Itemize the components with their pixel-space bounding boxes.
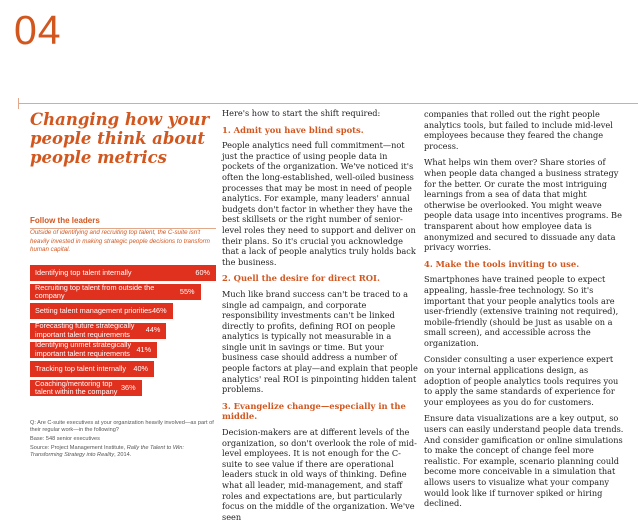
step-4-paragraph-3: Ensure data visualizations are a key output, so users can easily understand people data trends. And consider gamification or online simulations to make the concept of change feel more realistic. For example, scenario planning could become more conceivable in a simulation that allows users to visualize what your company would look like if turnover spiked or hiring declined. [424, 413, 624, 509]
bar-label-2: Recruiting top talent from outside the company [35, 282, 155, 301]
survey-base: Base: 548 senior executives [30, 436, 100, 442]
bar-chart [30, 265, 216, 415]
source-prefix: Source: Project Management Institute, [30, 444, 127, 451]
bar-value-5: 41% [136, 344, 152, 354]
bar-label-4: Forecasting future strategically important talent requirements [35, 321, 135, 339]
step-3-heading: 3. Evangelize change—especially in the middle. [222, 400, 406, 422]
bar-value-2: 55% [179, 286, 195, 296]
bar-label-5: Identifying unmet strategically important talent requirements [35, 340, 132, 358]
step-3-paragraph-continued: companies that rolled out the right people analytics tools, but failed to include mid-level employees because they feared the change process. [424, 109, 613, 151]
bar-1 [30, 265, 216, 281]
bar-value-7: 36% [120, 382, 136, 392]
article-column-middle [222, 108, 418, 528]
chart-notes [30, 420, 216, 461]
bar-3 [30, 303, 173, 319]
bar-label-3: Setting talent management priorities [35, 306, 152, 316]
bar-label-7: Coaching/mentoring top talent within the company [35, 378, 118, 397]
follow-description: Outside of identifying and recruiting top talent, the C-suite isn't heavily invested in making strategic people decisions to transform human capital. [30, 229, 210, 253]
step-4-paragraph-1: Smartphones have trained people to expect appealing, hassle-free technology. So it's important that your people analytics tools are user-friendly (extensive training not required), mobile-friendly (should be just as usable on a small screen), and accessible across the organization. [424, 274, 619, 348]
bar-2 [30, 284, 201, 300]
sidebar [30, 110, 216, 167]
step-1-heading: 1. Admit you have blind spots. [222, 124, 364, 135]
survey-source [30, 445, 216, 460]
bar-5 [30, 342, 157, 358]
step-3-paragraph: Decision-makers are at different levels of the organization, so don't overlook the role of mid-level employees. It is not enough for the C-suite to see value if there are operational leaders stuck in old ways of thinking. Define what all leader, mid-management, and staff roles and expectations are, but particularly focus on the middle of the organization. We've seen [222, 427, 417, 522]
bar-value-4: 44% [145, 325, 161, 335]
step-2-paragraph: Much like brand success can't be traced to a single ad campaign, and corporate responsibility investments can't be linked directly to profits, defining ROI on people analytics is typically not measurable in a single unit in savings or time. But your business case should address a number of people factors at play—and explain that people analytics' real ROI is pinpointing hidden talent problems. [222, 288, 418, 395]
survey-question: Q: Are C-suite executives at your organization heavily involved—as part of their regular work—in the following? [30, 420, 214, 434]
source-suffix: , 2014. [114, 452, 132, 458]
bar-value-3: 46% [151, 306, 167, 316]
bar-label-1: Identifying top talent internally [35, 267, 132, 277]
article-intro: Here's how to start the shift required: [222, 108, 381, 118]
section-divider [18, 103, 638, 104]
page-number: 04 [14, 7, 62, 53]
step-3-paragraph-2: What helps win them over? Share stories of when people data changed a business strategy for the better. Or curate the most intriguing learnings from a sea of data that might otherwise be overlooked. You might weave people data usage into incentives programs. Be transparent about how employee data is anonymized and secured to dissuade any data privacy worries. [424, 157, 622, 253]
step-2-heading: 2. Quell the desire for direct ROI. [222, 273, 380, 284]
bar-7 [30, 380, 142, 396]
sidebar-headline: Changing how your people think about people metrics [30, 110, 210, 167]
source-title: Rally the Talent to Win: Transforming Strategy into Reality [30, 444, 184, 458]
step-1-paragraph: People analytics need full commitment—not just the practice of using people data in pockets of the organization. We've noticed it's often the long-established, well-oiled business processes that may be most in need of people analytics. For example, many leaders' annual budgets don't factor in whether they have the best skillsets or the right number of senior-level roles they need to support and deliver on their plans. So it's crucial you acknowledge that a lack of people analytics truly holds back the business. [222, 140, 416, 267]
bar-6 [30, 361, 154, 377]
article-column-right [424, 109, 624, 515]
bar-4 [30, 323, 166, 339]
bar-value-6: 40% [133, 363, 148, 373]
follow-title: Follow the leaders [30, 216, 216, 229]
step-4-paragraph-2: Consider consulting a user experience expert on your internal applications design, as adoption of people analytics tools requires you to apply the same standards of experience for your employees as you do for customers. [424, 354, 619, 407]
bar-value-1: 60% [195, 267, 210, 277]
step-4-heading: 4. Make the tools inviting to use. [424, 258, 580, 269]
bar-label-6: Tracking top talent internally [35, 363, 126, 373]
